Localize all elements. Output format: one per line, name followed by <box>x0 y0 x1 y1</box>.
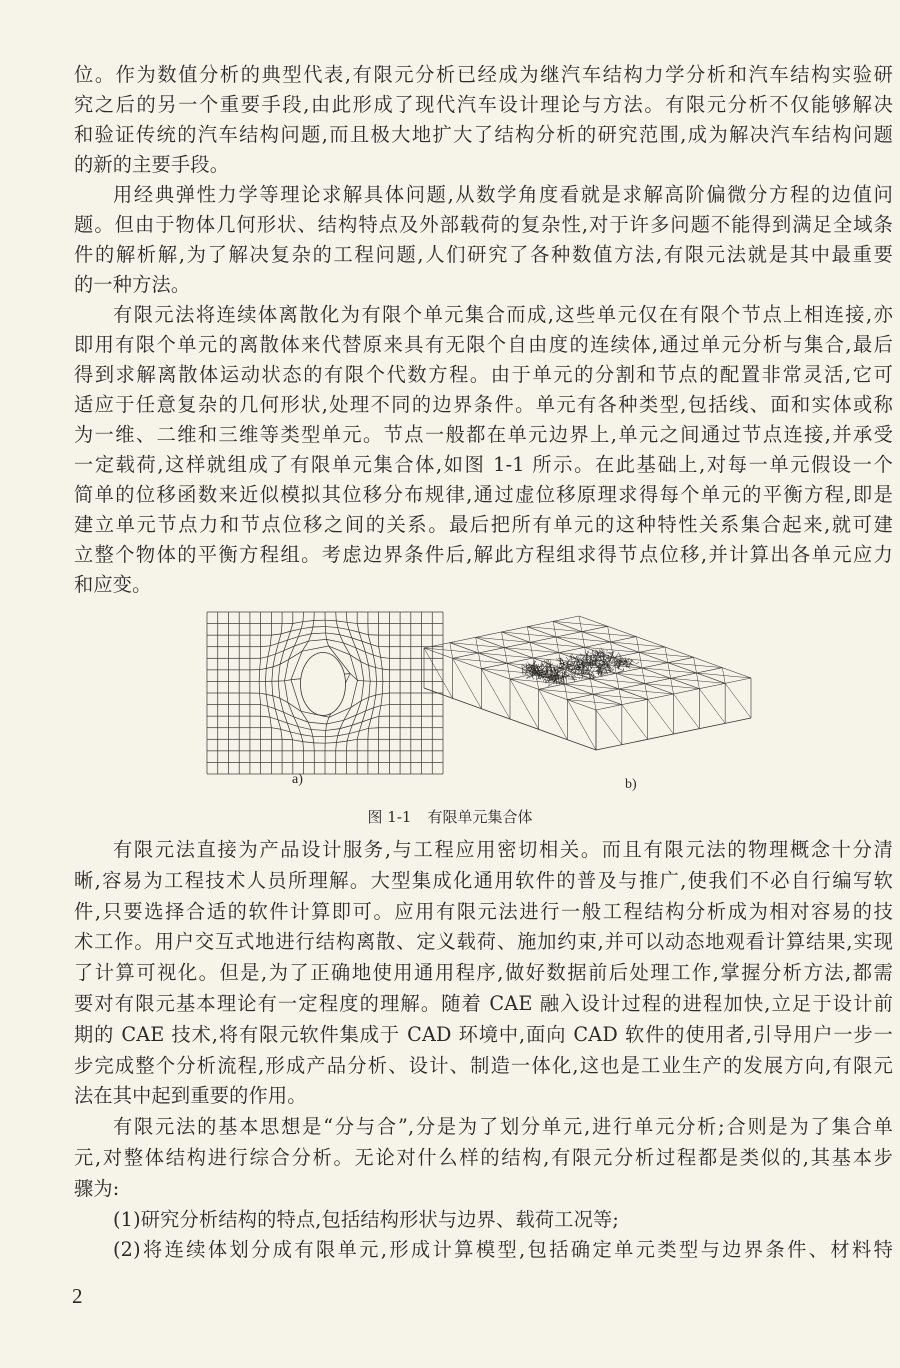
mesh-edge <box>278 640 287 643</box>
mesh-edge <box>270 717 278 720</box>
mesh-edge <box>532 668 533 673</box>
mesh-edge <box>361 697 369 701</box>
mesh-edge <box>381 705 389 706</box>
figure-3d-tetra-mesh <box>418 606 768 781</box>
mesh-edge <box>357 680 363 681</box>
mesh-edge <box>326 639 343 642</box>
mesh-edge <box>589 653 590 654</box>
mesh-edge <box>275 643 278 654</box>
mesh-edge <box>359 632 362 641</box>
mesh-edge <box>301 734 303 741</box>
mesh-edge <box>326 633 327 639</box>
mesh-edge <box>291 623 293 631</box>
paragraph-line: 为一维、二维和三维等类型单元。节点一般都在单元边界上,单元之间通过节点连接,并承受 <box>74 423 893 446</box>
mesh-edge <box>338 729 340 736</box>
mesh-edge <box>311 730 313 737</box>
mesh-edge <box>340 635 344 643</box>
mesh-edge <box>273 654 276 667</box>
mesh-edge <box>273 664 280 667</box>
mesh-edge <box>382 669 389 670</box>
mesh-edge <box>275 651 283 654</box>
paragraph-line: 用经典弹性力学等理论求解具体问题,从数学角度看就是求解高阶偏微分方程的边值问 <box>113 183 893 206</box>
mesh-edge <box>266 694 273 696</box>
mesh-edge <box>359 728 368 731</box>
mesh-edge <box>366 697 369 711</box>
mesh-edge <box>368 728 369 739</box>
mesh-edge <box>381 657 390 658</box>
mesh-edge <box>336 743 337 751</box>
mesh-edge <box>369 695 376 697</box>
mesh-edge <box>481 669 510 719</box>
mesh-edge <box>290 732 292 740</box>
mesh-edge <box>523 671 529 675</box>
mesh-edge <box>302 641 308 651</box>
mesh-edge <box>270 635 271 646</box>
mesh-edge <box>376 681 377 695</box>
mesh-edge <box>361 681 364 701</box>
mesh-edge <box>338 628 340 635</box>
mesh-edge <box>371 716 379 718</box>
mesh-edge <box>325 743 336 744</box>
mesh-edge <box>303 742 304 751</box>
mesh-edge <box>674 694 700 729</box>
mesh-edge <box>371 708 374 719</box>
mesh-edge <box>382 669 383 681</box>
mesh-edge <box>336 736 337 743</box>
mesh-edge <box>336 612 337 621</box>
mesh-edge <box>623 668 624 671</box>
mesh-edge <box>303 620 314 621</box>
mesh-edge <box>313 736 314 743</box>
mesh-edge <box>265 669 266 682</box>
paragraph-line: 的一种方法。 <box>74 273 191 296</box>
mesh-edge <box>374 706 381 708</box>
mesh-edge <box>635 662 639 664</box>
paragraph-line: 要对有限元基本理论有一定程度的理解。随着 CAE 融入设计过程的进程加快,立足于设计前 <box>74 991 893 1015</box>
mesh-edge <box>510 679 539 729</box>
mesh-edge <box>260 669 267 670</box>
mesh-edge <box>301 622 303 629</box>
paragraph-line: 即用有限个单元的离散体来代替原来具有无限个自由度的连续体,通过单元分析与集合,最后 <box>74 333 893 356</box>
mesh-edge <box>298 727 301 735</box>
mesh-edge <box>261 716 270 717</box>
mesh-edge <box>566 657 569 661</box>
mesh-edge <box>293 740 303 742</box>
mesh-edge <box>376 668 383 669</box>
mesh-edge <box>349 630 359 633</box>
mesh-edge <box>261 705 268 707</box>
mesh-edge <box>371 644 374 655</box>
mesh-edge <box>281 631 290 634</box>
mesh-edge <box>361 662 369 666</box>
mesh-edge <box>273 696 275 709</box>
paragraph-line: 究之后的另一个重要手段,由此形成了现代汽车设计理论与方法。有限元分析不仅能够解决 <box>74 93 893 116</box>
mesh-edge <box>268 706 270 717</box>
paragraph-line: (2)将连续体划分成有限单元,形成计算模型,包括确定单元类型与边界条件、材料特 <box>113 1238 893 1262</box>
mesh-edge <box>285 680 291 681</box>
mesh-edge <box>325 627 337 628</box>
mesh-edge <box>336 621 337 628</box>
mesh-edge <box>303 742 314 743</box>
mesh-edge <box>369 681 370 697</box>
mesh-edge <box>522 666 523 676</box>
mesh-edge <box>266 657 268 669</box>
mesh-edge <box>285 660 289 681</box>
mesh-edge <box>301 734 313 736</box>
mesh-edge <box>615 660 619 661</box>
mesh-edge <box>347 622 357 623</box>
mesh-edge <box>349 630 352 638</box>
figure-label-b: b) <box>625 777 637 792</box>
mesh-edge <box>327 720 344 724</box>
mesh-edge <box>545 668 546 669</box>
mesh-edge <box>270 717 271 728</box>
mesh-edge <box>548 683 553 686</box>
mesh-edge <box>308 722 326 724</box>
paragraph-line: 的新的主要手段。 <box>74 153 230 176</box>
paragraph-line: 一定载荷,这样就组成了有限单元集合体,如图 1-1 所示。在此基础上,对每一单元假设一个 <box>74 453 893 476</box>
mesh-edge <box>303 612 304 622</box>
mesh-edge <box>265 681 266 694</box>
paragraph-line: 法在其中起到重要的作用。 <box>74 1084 307 1108</box>
mesh-edge <box>260 693 267 694</box>
mesh-edge <box>349 731 359 734</box>
mesh-edge <box>368 719 371 729</box>
mesh-edge <box>346 741 347 751</box>
figure-caption-title: 有限单元集合体 <box>427 808 533 826</box>
mesh-edge <box>278 664 280 681</box>
mesh-edge <box>311 730 326 731</box>
paragraph-line: 和应变。 <box>74 573 152 596</box>
mesh-edge <box>325 620 336 621</box>
mesh-edge <box>268 706 275 708</box>
paragraph-line: 有限元法的基本思想是“分与合”,分是为了划分单元,进行单元分析;合则是为了集合单 <box>113 1115 893 1139</box>
mesh-edge <box>326 633 340 635</box>
mesh-edge <box>570 654 573 655</box>
mesh-edge <box>326 639 328 646</box>
mesh-edge <box>291 629 302 631</box>
mesh-edge <box>371 644 379 646</box>
mesh-edge <box>347 622 349 629</box>
mesh-edge <box>725 683 751 718</box>
paragraph-line: 件,只要选择合适的软件计算即可。应用有限元法进行一般工程结构分析成为相对容易的技 <box>74 899 893 923</box>
mesh-edge <box>596 710 622 745</box>
paragraph-line: 了计算可视化。但是,为了正确地使用通用程序,做好数据前后处理工作,掌握分析方法,都需 <box>74 961 893 985</box>
paragraph-line: 期的 CAE 技术,将有限元软件集成于 CAD 环境中,面向 CAD 软件的使用者,引导用户一步一 <box>74 1022 893 1046</box>
mesh-edge <box>311 627 313 634</box>
paragraph-line: 晰,容易为工程技术人员所理解。大型集成化通用软件的普及与推广,使我们不必自行编写软 <box>74 868 893 892</box>
mesh-edge <box>365 652 373 655</box>
mesh-edge <box>424 648 453 698</box>
mesh-edge <box>453 658 482 708</box>
mesh-edge <box>278 720 287 723</box>
mesh-edge <box>603 650 604 651</box>
mesh-edge <box>357 731 359 739</box>
paragraph-line: 术工作。用户交互式地进行结构离散、定义载荷、施加约束,并可以动态地观看计算结果,实现 <box>74 930 893 954</box>
mesh-edge <box>271 634 281 635</box>
page-number: 2 <box>72 1284 83 1308</box>
mesh-edge <box>368 728 378 729</box>
mesh-edge <box>340 635 352 638</box>
mesh-edge <box>260 693 261 704</box>
mesh-edge <box>622 705 648 740</box>
mesh-edge <box>275 709 283 712</box>
mesh-edge <box>359 632 368 635</box>
mesh-edge <box>376 668 377 682</box>
mesh-edge <box>261 646 271 647</box>
paragraph-line: 步完成整个分析流程,形成产品分析、设计、制造一体化,这也是工业生产的发展方向,有限元 <box>74 1053 893 1077</box>
mesh-edge <box>382 681 383 693</box>
mesh-edge <box>285 681 288 703</box>
mesh-edge <box>309 634 312 641</box>
mesh-edge <box>373 655 375 667</box>
mesh-edge <box>266 694 268 706</box>
paragraph-line: 件的解析解,为了解决复杂的工程问题,人们研究了各种数值方法,有限元法就是其中最重要 <box>74 243 893 266</box>
paragraph-line: 适应于任意复杂的几何形状,处理不同的边界条件。单元有各种类型,包括线、面和实体或称 <box>74 393 893 416</box>
mesh-edge <box>272 681 273 695</box>
mesh-edge <box>534 661 536 662</box>
mesh-edge <box>270 643 278 646</box>
paragraph-line: 元,对整体结构进行综合分析。无论对什么样的结构,有限元分析过程都是类似的,其基本步 <box>74 1145 893 1169</box>
mesh-edge <box>290 732 301 735</box>
mesh-edge <box>325 736 337 737</box>
mesh-edge <box>278 720 281 729</box>
mesh-edge <box>373 655 380 657</box>
mesh-edge <box>558 658 563 659</box>
mesh-edge <box>381 657 383 669</box>
figure-caption-number: 图 1-1 <box>367 808 412 826</box>
mesh-edge <box>366 708 374 711</box>
mesh-edge <box>623 665 625 666</box>
mesh-edge <box>539 689 568 739</box>
mesh-edge <box>326 729 340 731</box>
body-text-bottom <box>74 835 893 1266</box>
mesh-edge <box>298 634 311 637</box>
mesh-edge <box>309 639 327 641</box>
mesh-edge <box>374 695 376 708</box>
mesh-edge <box>359 722 362 731</box>
mesh-edge <box>311 633 325 634</box>
figure-label-a: a) <box>292 772 303 787</box>
paragraph-line: 和验证传统的汽车结构问题,而且极大地扩大了结构分析的研究范围,成为解决汽车结构问题 <box>74 123 893 146</box>
mesh-edge <box>327 717 329 724</box>
mesh-edge <box>343 643 350 655</box>
mesh-edge <box>281 729 282 739</box>
mesh-hole <box>301 653 346 716</box>
mesh-edge <box>271 728 280 730</box>
mesh-edge <box>340 725 352 728</box>
mesh-edge <box>268 646 270 657</box>
mesh-edge <box>362 719 371 722</box>
mesh-edge <box>287 723 290 732</box>
mesh-edge <box>298 629 301 637</box>
mesh-edge <box>272 667 273 681</box>
mesh-edge <box>381 694 382 706</box>
mesh-edge <box>648 699 674 734</box>
mesh-edge <box>278 634 281 643</box>
mesh-edge <box>336 741 347 743</box>
mesh-edge <box>313 620 314 627</box>
mesh-edge <box>261 657 268 659</box>
paragraph-line: 得到求解离散体运动状态的有限个代数方程。由于单元的分割和节点的配置非常灵活,它可 <box>74 363 893 386</box>
mesh-edge <box>572 667 573 673</box>
mesh-edge <box>281 624 282 634</box>
mesh-edge <box>349 725 352 733</box>
body-text-top <box>74 60 893 600</box>
mesh-edge <box>369 665 371 681</box>
mesh-edge <box>291 680 301 712</box>
mesh-edge <box>260 658 261 669</box>
mesh-edge <box>338 734 349 736</box>
paragraph-line: 立整个物体的平衡方程组。考虑边界条件后,解此方程组求得节点位移,并计算出各单元应力 <box>74 543 893 566</box>
paragraph-line: 骤为: <box>74 1176 120 1200</box>
mesh-edge <box>567 700 596 750</box>
mesh-edge <box>281 729 290 732</box>
mesh-edge <box>376 694 383 695</box>
mesh-edge <box>382 693 389 694</box>
mesh-edge <box>288 631 291 640</box>
paragraph-line: 题。但由于物体几何形状、结构特点及外部载荷的复杂性,对于许多问题不能得到满足全域条 <box>74 213 893 236</box>
mesh-edge <box>273 696 280 698</box>
mesh-edge <box>347 734 349 741</box>
mesh-edge <box>291 651 302 680</box>
mesh-edge <box>361 662 364 681</box>
mesh-edge <box>347 739 357 741</box>
paragraph-line: 简单的位移函数来近似模拟其位移分布规律,通过虚位移原理求得每个单元的平衡方程,即是 <box>74 483 893 506</box>
mesh-edge <box>338 628 349 630</box>
mesh-edge <box>275 709 278 720</box>
mesh-edge <box>308 722 311 729</box>
paragraph-line: 建立单元节点力和节点位移之间的关系。最后把所有单元的这种特性关系集合起来,就可建 <box>74 513 893 536</box>
mesh-edge <box>365 652 368 665</box>
mesh-edge <box>302 646 328 651</box>
mesh-edge <box>301 627 313 629</box>
paragraph-line: 有限元法直接为产品设计服务,与工程应用密切相关。而且有限元法的物理概念十分清 <box>113 838 893 861</box>
mesh-edge <box>266 667 273 669</box>
mesh-edge <box>379 706 381 717</box>
mesh-edge <box>362 641 371 644</box>
mesh-edge <box>379 647 381 658</box>
mesh-edge <box>566 674 567 683</box>
mesh-edge <box>368 635 371 644</box>
figure-2d-quad-mesh <box>205 610 445 778</box>
mesh-edge <box>326 724 327 730</box>
mesh-edge <box>369 665 376 667</box>
mesh-edge <box>606 650 607 651</box>
mesh-edge <box>699 689 725 724</box>
mesh-edge <box>298 727 311 730</box>
mesh-edge <box>278 681 280 698</box>
figure-caption <box>0 806 900 827</box>
mesh-edge <box>336 621 347 622</box>
paragraph-line: 有限元法将连续体离散化为有限个单元集合而成,这些单元仅在有限个节点上相连接,亦 <box>113 303 893 326</box>
mesh-edge <box>357 624 359 633</box>
mesh-edge <box>268 654 276 656</box>
paragraph-line: (1)研究分析结构的特点,包括结构形状与边界、载荷工况等; <box>113 1207 620 1231</box>
mesh-edge <box>293 622 303 624</box>
paragraph-line: 位。作为数值分析的典型代表,有限元分析已经成为继汽车结构力学分析和汽车结构实验研 <box>74 63 893 86</box>
